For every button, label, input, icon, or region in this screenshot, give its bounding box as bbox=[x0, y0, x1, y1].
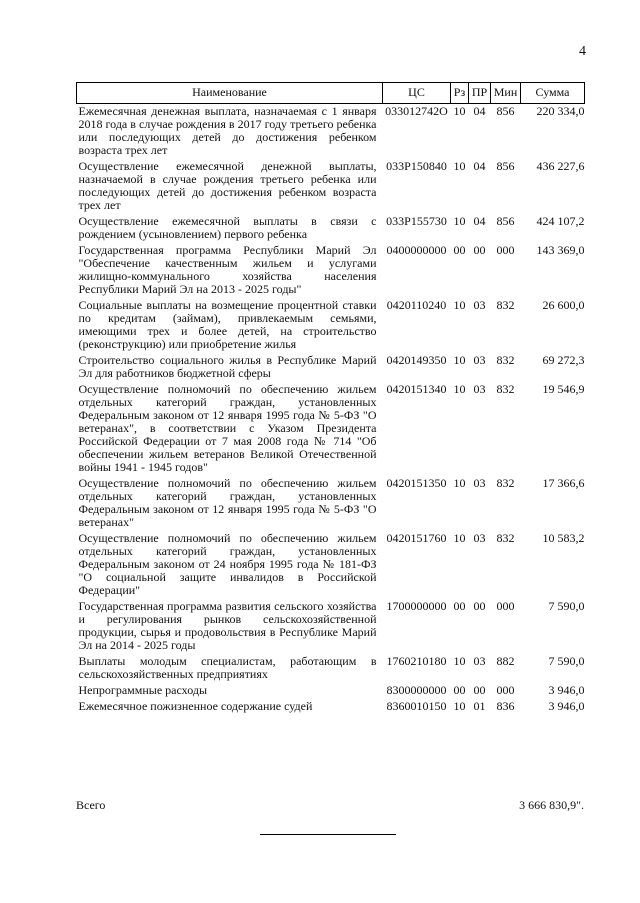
row-sum: 143 369,0 bbox=[536, 243, 585, 257]
table-row bbox=[77, 683, 585, 699]
header-pr: ПР bbox=[469, 83, 491, 104]
table-row bbox=[77, 531, 585, 599]
row-cs: 0420151340 bbox=[386, 382, 447, 396]
row-pr: 03 bbox=[473, 531, 486, 545]
row-pr: 00 bbox=[473, 243, 486, 257]
table-row bbox=[77, 214, 585, 243]
row-pr: 04 bbox=[473, 214, 486, 228]
row-sum: 7 590,0 bbox=[548, 599, 585, 613]
row-pr: 00 bbox=[473, 683, 486, 697]
header-sum: Сумма bbox=[521, 83, 585, 104]
row-name: Государственная программа развития сельского хозяйства и регулирования рынков сельскохозяйственной продукции, сырья и продовольствия в Республике Марий Эл на 2014 - 2025 годы bbox=[78, 599, 377, 652]
row-min: 000 bbox=[496, 599, 515, 613]
row-name: Строительство социального жилья в Республике Марий Эл для работников бюджетной сферы bbox=[78, 353, 377, 380]
row-pr: 03 bbox=[473, 654, 486, 668]
header-name: Наименование bbox=[77, 83, 383, 104]
row-rz: 00 bbox=[453, 243, 466, 257]
row-pr: 03 bbox=[473, 353, 486, 367]
row-cs: 8300000000 bbox=[386, 683, 447, 697]
row-cs: 0400000000 bbox=[386, 243, 447, 257]
row-pr: 01 bbox=[473, 699, 486, 713]
row-rz: 10 bbox=[453, 699, 466, 713]
row-sum: 19 546,9 bbox=[542, 382, 585, 396]
row-pr: 03 bbox=[473, 298, 486, 312]
row-cs: 0420151350 bbox=[386, 476, 447, 490]
row-cs: 0420149350 bbox=[386, 353, 447, 367]
row-sum: 3 946,0 bbox=[548, 683, 585, 697]
row-cs: 033012742О bbox=[385, 104, 448, 118]
row-cs: 033Р155730 bbox=[386, 214, 447, 228]
table-row bbox=[77, 104, 585, 160]
row-cs: 1700000000 bbox=[386, 599, 447, 613]
row-name: Осуществление полномочий по обеспечению жильем отдельных категорий граждан, установленных Федеральным законом от 12 января 1995 года № 5-ФЗ "О ветеранах" bbox=[78, 476, 377, 529]
row-rz: 10 bbox=[453, 476, 466, 490]
row-sum: 69 272,3 bbox=[542, 353, 585, 367]
row-pr: 03 bbox=[473, 382, 486, 396]
row-min: 832 bbox=[496, 476, 515, 490]
table-header bbox=[77, 83, 585, 104]
row-min: 882 bbox=[496, 654, 515, 668]
row-rz: 00 bbox=[453, 599, 466, 613]
row-min: 856 bbox=[496, 214, 515, 228]
table-row bbox=[77, 476, 585, 531]
row-pr: 04 bbox=[473, 104, 486, 118]
row-rz: 00 bbox=[453, 683, 466, 697]
header-min: Мин bbox=[491, 83, 521, 104]
row-rz: 10 bbox=[453, 654, 466, 668]
row-rz: 10 bbox=[453, 531, 466, 545]
row-min: 832 bbox=[496, 531, 515, 545]
row-min: 856 bbox=[496, 159, 515, 173]
row-name: Осуществление полномочий по обеспечению жильем отдельных категорий граждан, установленных Федеральным законом от 24 ноября 1995 года № 181-ФЗ "О социальной защите инвалидов в Российской Федерации" bbox=[78, 531, 377, 597]
row-cs: 1760210180 bbox=[386, 654, 447, 668]
row-name: Ежемесячное пожизненное содержание судей bbox=[78, 699, 313, 713]
row-name: Непрограммные расходы bbox=[78, 683, 208, 697]
row-cs: 8360010150 bbox=[386, 699, 447, 713]
row-sum: 7 590,0 bbox=[548, 654, 585, 668]
total-label: Всего bbox=[76, 798, 106, 812]
row-rz: 10 bbox=[453, 298, 466, 312]
table-row bbox=[77, 159, 585, 214]
row-sum: 220 334,0 bbox=[536, 104, 585, 118]
header-cs: ЦС bbox=[383, 83, 451, 104]
row-name: Осуществление ежемесячной выплаты в связи с рождением (усыновлением) первого ребенка bbox=[78, 214, 377, 241]
closing-rule bbox=[260, 834, 396, 835]
table-row bbox=[77, 699, 585, 715]
row-cs: 033Р150840 bbox=[386, 159, 447, 173]
table-row bbox=[77, 298, 585, 353]
table-row bbox=[77, 382, 585, 476]
row-rz: 10 bbox=[453, 159, 466, 173]
row-name: Осуществление ежемесячной денежной выплаты, назначаемой в случае рождения третьего ребенка или последующих детей до достижения ребенком возраста трех лет bbox=[78, 159, 377, 212]
row-name: Выплаты молодым специалистам, работающим в сельскохозяйственных предприятиях bbox=[78, 654, 377, 681]
row-min: 856 bbox=[496, 104, 515, 118]
row-min: 832 bbox=[496, 353, 515, 367]
row-pr: 03 bbox=[473, 476, 486, 490]
row-min: 836 bbox=[496, 699, 515, 713]
table-row bbox=[77, 353, 585, 382]
row-sum: 10 583,2 bbox=[542, 531, 585, 545]
row-sum: 436 227,6 bbox=[536, 159, 585, 173]
row-rz: 10 bbox=[453, 214, 466, 228]
header-rz: Рз bbox=[451, 83, 469, 104]
row-name: Осуществление полномочий по обеспечению жильем отдельных категорий граждан, установленных Федеральным законом от 12 января 1995 года № 5-ФЗ "О ветеранах", в соответствии с Указом Президента Российской Федерации от 7 мая 2008 года № 714 "Об обеспечении жильем ветеранов Великой Отечественной войны 1941 - 1945 годов" bbox=[78, 382, 377, 474]
table-body bbox=[77, 104, 585, 716]
row-rz: 10 bbox=[453, 104, 466, 118]
row-sum: 3 946,0 bbox=[548, 699, 585, 713]
table-row bbox=[77, 599, 585, 654]
total-value: 3 666 830,9". bbox=[519, 798, 584, 812]
row-rz: 10 bbox=[453, 382, 466, 396]
row-min: 000 bbox=[496, 683, 515, 697]
row-sum: 424 107,2 bbox=[536, 214, 585, 228]
row-name: Ежемесячная денежная выплата, назначаемая с 1 января 2018 года в случае рождения в 2017 году третьего ребенка или последующих детей до достижения ребенком возраста трех лет bbox=[78, 104, 377, 157]
page-number: 4 bbox=[579, 44, 586, 59]
row-sum: 17 366,6 bbox=[542, 476, 585, 490]
row-sum: 26 600,0 bbox=[542, 298, 585, 312]
row-min: 000 bbox=[496, 243, 515, 257]
row-name: Социальные выплаты на возмещение процентной ставки по кредитам (займам), привлекаемым семьями, имеющими трех и более детей, на строительство (реконструкцию) или приобретение жилья bbox=[78, 298, 377, 351]
row-pr: 00 bbox=[473, 599, 486, 613]
row-min: 832 bbox=[496, 382, 515, 396]
row-min: 832 bbox=[496, 298, 515, 312]
row-rz: 10 bbox=[453, 353, 466, 367]
table-row bbox=[77, 654, 585, 683]
row-cs: 0420110240 bbox=[386, 298, 447, 312]
row-name: Государственная программа Республики Марий Эл "Обеспечение качественным жильем и услугами жилищно-коммунального хозяйства населения Республики Марий Эл на 2013 - 2025 годы" bbox=[78, 243, 377, 296]
table-row bbox=[77, 243, 585, 298]
row-cs: 0420151760 bbox=[386, 531, 447, 545]
expenditure-table bbox=[76, 82, 585, 715]
row-pr: 04 bbox=[473, 159, 486, 173]
